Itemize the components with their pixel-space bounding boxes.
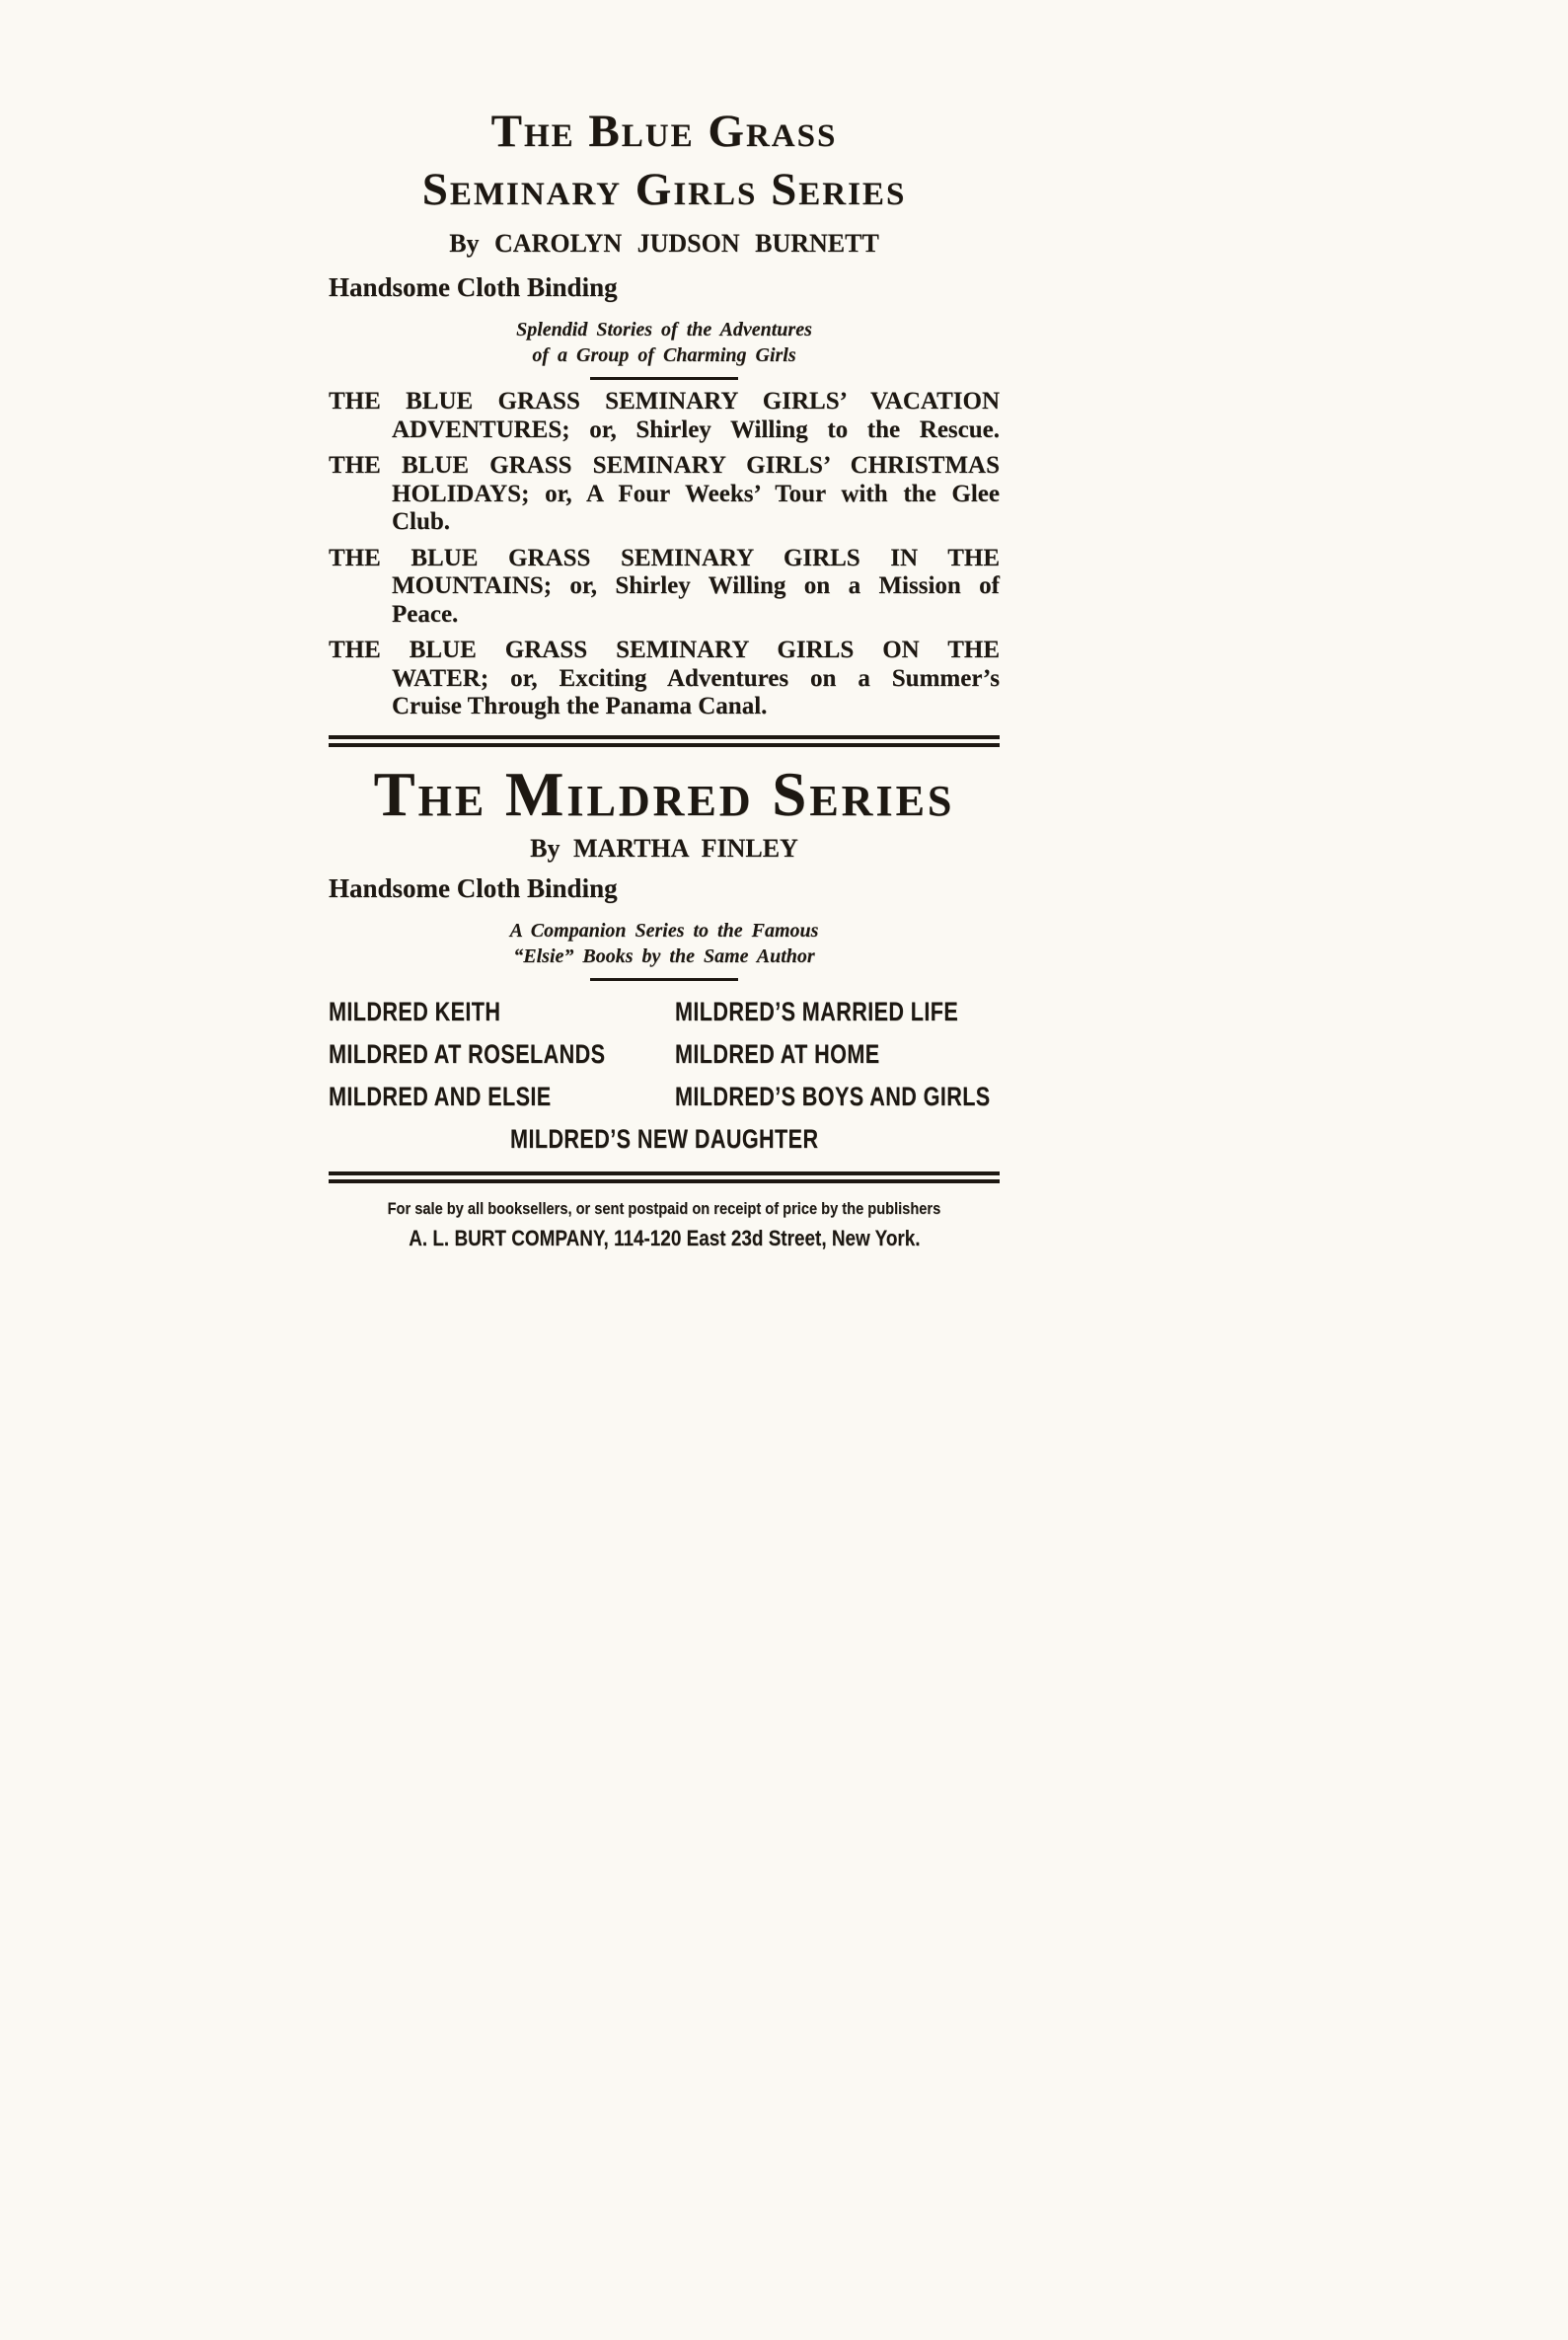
book-title-line: HOLIDAYS; or, A Four Weeks’ Tour with the Glee xyxy=(392,480,1000,507)
series-title xyxy=(329,103,1000,219)
book-title-line: Peace. xyxy=(392,600,459,628)
book-title-line: WATER; or, Exciting Adventures on a Summer’s xyxy=(392,664,1000,692)
series-title: The Mildred Series xyxy=(373,759,955,829)
tagline-rule xyxy=(590,978,738,981)
series-tagline xyxy=(329,317,1000,380)
binding-note: Handsome Cloth Binding xyxy=(329,272,618,302)
book-list xyxy=(329,388,1000,721)
mildred-series-section xyxy=(329,761,1000,1154)
mildred-centered-title xyxy=(329,1124,1000,1154)
book-title: MILDRED KEITH xyxy=(329,996,501,1026)
series-title-line: Seminary Girls Series xyxy=(421,164,907,215)
tagline-line: of a Group of Charming Girls xyxy=(532,344,796,366)
tagline-rule xyxy=(590,377,738,380)
footer-divider-rule xyxy=(329,1171,1000,1183)
mildred-book-grid xyxy=(329,997,1000,1111)
grid-cell xyxy=(329,1039,675,1069)
binding-note: Handsome Cloth Binding xyxy=(329,872,618,903)
tagline-line: “Elsie” Books by the Same Author xyxy=(513,944,815,967)
grid-cell xyxy=(675,1082,1070,1111)
book-title-line: Club. xyxy=(392,508,451,535)
publisher-address-text: A. L. BURT COMPANY, 114-120 East 23d Street, New York. xyxy=(408,1225,921,1250)
tagline-line: Splendid Stories of the Adventures xyxy=(516,319,812,340)
section-divider-rule xyxy=(329,735,1000,747)
book-title-line: THE BLUE GRASS SEMINARY GIRLS IN THE xyxy=(329,544,1000,571)
book-title: MILDRED’S BOYS AND GIRLS xyxy=(674,1081,991,1111)
publisher-address xyxy=(329,1226,1000,1251)
grid-cell xyxy=(675,997,1070,1026)
publisher-footer xyxy=(329,1199,1000,1251)
book-title-line: THE BLUE GRASS SEMINARY GIRLS’ VACATION xyxy=(329,388,1000,415)
book-title-line: ADVENTURES; or, Shirley Willing to the Rescue. xyxy=(392,415,1000,443)
series-title-line: The Blue Grass xyxy=(490,106,838,157)
book-title: MILDRED AT HOME xyxy=(674,1038,880,1069)
book-entry xyxy=(329,545,1000,630)
grid-cell xyxy=(675,1039,1070,1069)
book-title: MILDRED’S NEW DAUGHTER xyxy=(509,1123,819,1154)
sale-note xyxy=(329,1199,1000,1219)
book-title: MILDRED AND ELSIE xyxy=(329,1081,552,1111)
series-tagline xyxy=(329,918,1000,981)
page-content xyxy=(329,103,1000,1251)
book-title: MILDRED’S MARRIED LIFE xyxy=(674,996,958,1026)
book-entry xyxy=(329,637,1000,721)
book-title-line: MOUNTAINS; or, Shirley Willing on a Mission of xyxy=(392,572,1000,599)
book-entry xyxy=(329,388,1000,444)
series-byline: By CAROLYN JUDSON BURNETT xyxy=(449,229,879,258)
blue-grass-series-section xyxy=(329,103,1000,721)
series-byline: By MARTHA FINLEY xyxy=(530,833,798,863)
book-title-line: Cruise Through the Panama Canal. xyxy=(392,693,768,719)
tagline-line: A Companion Series to the Famous xyxy=(509,919,819,942)
book-entry xyxy=(329,452,1000,537)
sale-note-text: For sale by all booksellers, or sent postpaid on receipt of price by the publishers xyxy=(387,1198,941,1218)
book-title-line: THE BLUE GRASS SEMINARY GIRLS ON THE xyxy=(329,637,1000,663)
grid-cell xyxy=(329,997,675,1026)
book-title-line: THE BLUE GRASS SEMINARY GIRLS’ CHRISTMAS xyxy=(329,452,1000,479)
grid-cell xyxy=(329,1082,675,1111)
book-title: MILDRED AT ROSELANDS xyxy=(329,1038,606,1069)
